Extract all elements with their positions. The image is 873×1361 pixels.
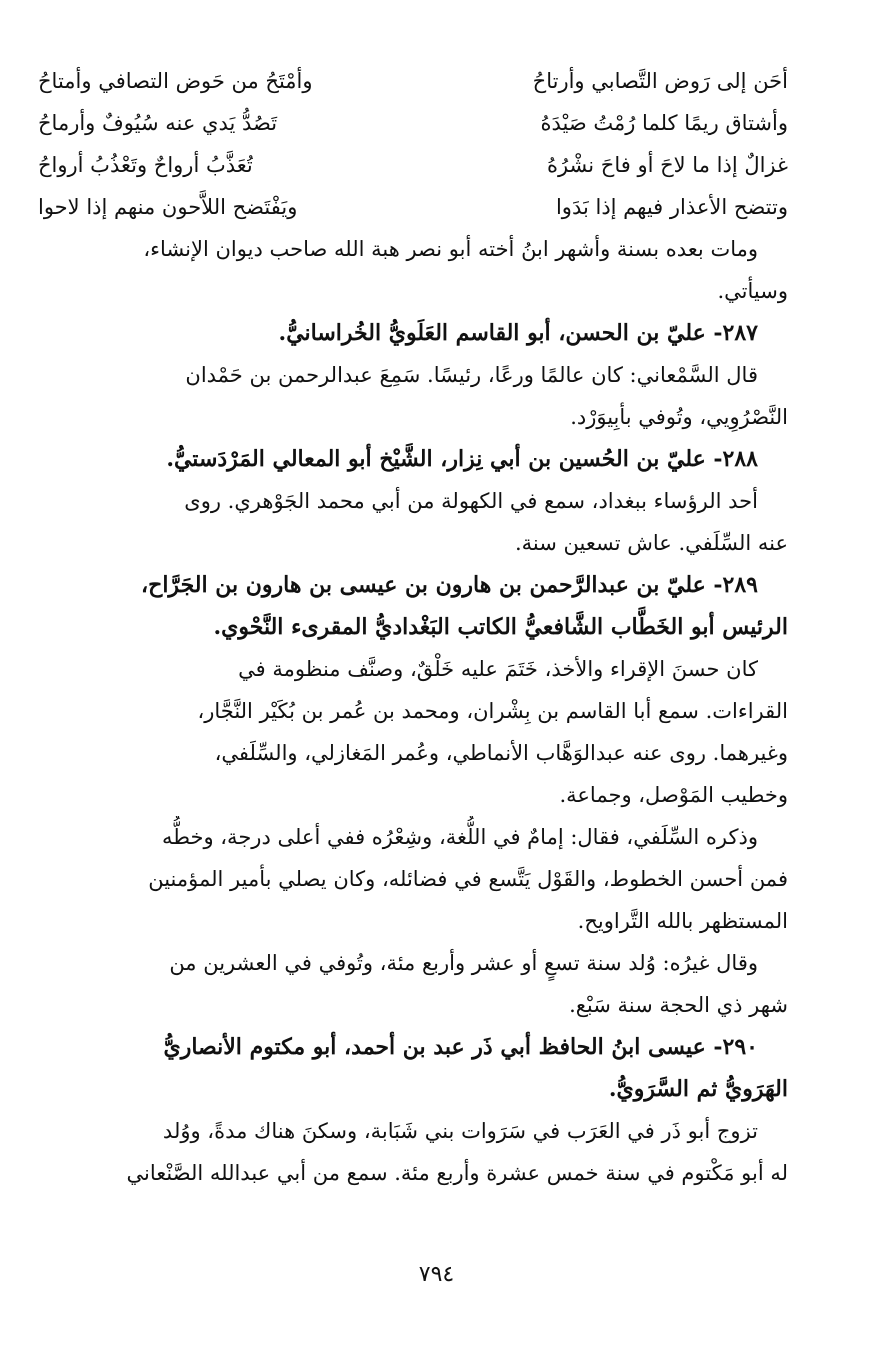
paragraph-line: المستظهر بالله التَّراويح.: [577, 909, 788, 933]
paragraph-line: قال السَّمْعاني: كان عالمًا ورعًا، رئيسًا. سَمِعَ عبدالرحمن بن حَمْدان: [185, 363, 758, 387]
paragraph-line: وذكره السِّلَفي، فقال: إمامٌ في اللُّغة، وشِعْرُه ففي أعلى درجة، وخطُّه: [162, 825, 758, 849]
verse-first-hemistich: أحَن إلى رَوض التَّصابي وأرتاحُ: [532, 69, 788, 93]
verse-first-hemistich: وتتضح الأعذار فيهم إذا بَدَوا: [555, 195, 788, 219]
verse-first-hemistich: غزالٌ إذا ما لاحَ أو فاحَ نشْرُهُ: [546, 153, 788, 177]
entry-heading-290-continued: الهَرَويُّ ثم السَّرَويُّ.: [608, 1076, 788, 1102]
verse-second-hemistich: وأمْتَحُ من حَوض التصافي وأمتاحُ: [38, 69, 313, 93]
paragraph-line: له أبو مَكْتوم في سنة خمس عشرة وأربع مئة. سمع من أبي عبدالله الصَّنْعاني: [126, 1161, 788, 1185]
paragraph-line: فمن أحسن الخطوط، والقَوْل يَتَّسع في فضائله، وكان يصلي بأمير المؤمنين: [148, 867, 788, 891]
paragraph-line: ومات بعده بسنة وأشهر ابنُ أخته أبو نصر هبة الله صاحب ديوان الإنشاء،: [143, 237, 758, 261]
page-body: [38, 60, 788, 1194]
entry-heading-289-continued: الرئيس أبو الخَطَّاب الشَّافعيُّ الكاتب البَغْداديُّ المقرىء النَّحْوي.: [213, 614, 788, 640]
poem-verse: [38, 102, 788, 144]
paragraph-line: وقال غيرُه: وُلد سنة تسعٍ أو عشر وأربع مئة، وتُوفي في العشرين من: [169, 951, 758, 975]
verse-second-hemistich: تَصُدُّ يَدي عنه سُيُوفٌ وأرماحُ: [38, 111, 278, 135]
paragraph-line: تزوج أبو ذَر في العَرَب في سَرَوات بني شَبَابة، وسكنَ هناك مدةً، ووُلد: [162, 1119, 758, 1143]
paragraph-line: وسيأتي.: [717, 279, 788, 303]
entry-heading-287: ٢٨٧- عليّ بن الحسن، أبو القاسم العَلَويُّ الخُراسانيُّ.: [278, 320, 758, 346]
paragraph-line: وغيرهما. روى عنه عبدالوَهَّاب الأنماطي، وعُمر المَغازلي، والسِّلَفي،: [214, 741, 788, 765]
poem-verse: [38, 186, 788, 228]
paragraph-line: عنه السِّلَفي. عاش تسعين سنة.: [514, 531, 788, 555]
page-number: ٧٩٤: [418, 1262, 455, 1287]
paragraph-line: أحد الرؤساء ببغداد، سمع في الكهولة من أبي محمد الجَوْهري. روى: [184, 489, 758, 513]
paragraph-line: القراءات. سمع أبا القاسم بن بِشْران، ومحمد بن عُمر بن بُكَيْر النَّجَّار،: [197, 699, 788, 723]
entry-heading-290: ٢٩٠- عيسى ابنُ الحافظ أبي ذَر عبد بن أحمد، أبو مكتوم الأنصاريُّ: [163, 1034, 758, 1060]
poem-verse: [38, 60, 788, 102]
entry-heading-288: ٢٨٨- عليّ بن الحُسين بن أبي نِزار، الشَّيْخ أبو المعالي المَرْدَستيُّ.: [166, 446, 758, 472]
verse-first-hemistich: وأشتاق ريمًا كلما رُمْتُ صَيْدَهُ: [540, 111, 788, 135]
verse-second-hemistich: ويَفْتَضح اللاَّحون منهم إذا لاحوا: [38, 195, 298, 219]
paragraph-line: شهر ذي الحجة سنة سَبْع.: [569, 993, 788, 1017]
verse-second-hemistich: تُعَذَّبُ أرواحٌ وتَعْذُبُ أرواحُ: [38, 153, 253, 177]
poem-verse: [38, 144, 788, 186]
entry-heading-289: ٢٨٩- عليّ بن عبدالرَّحمن بن هارون بن عيسى بن هارون بن الجَرَّاح،: [141, 572, 758, 598]
paragraph-line: النَّصْرُوِيي، وتُوفي بأبِيوَرْد.: [570, 405, 788, 429]
paragraph-line: وخطيب المَوْصل، وجماعة.: [559, 783, 788, 807]
paragraph-line: كان حسنَ الإقراء والأخذ، خَتَمَ عليه خَلْقٌ، وصنَّف منظومة في: [238, 657, 758, 681]
